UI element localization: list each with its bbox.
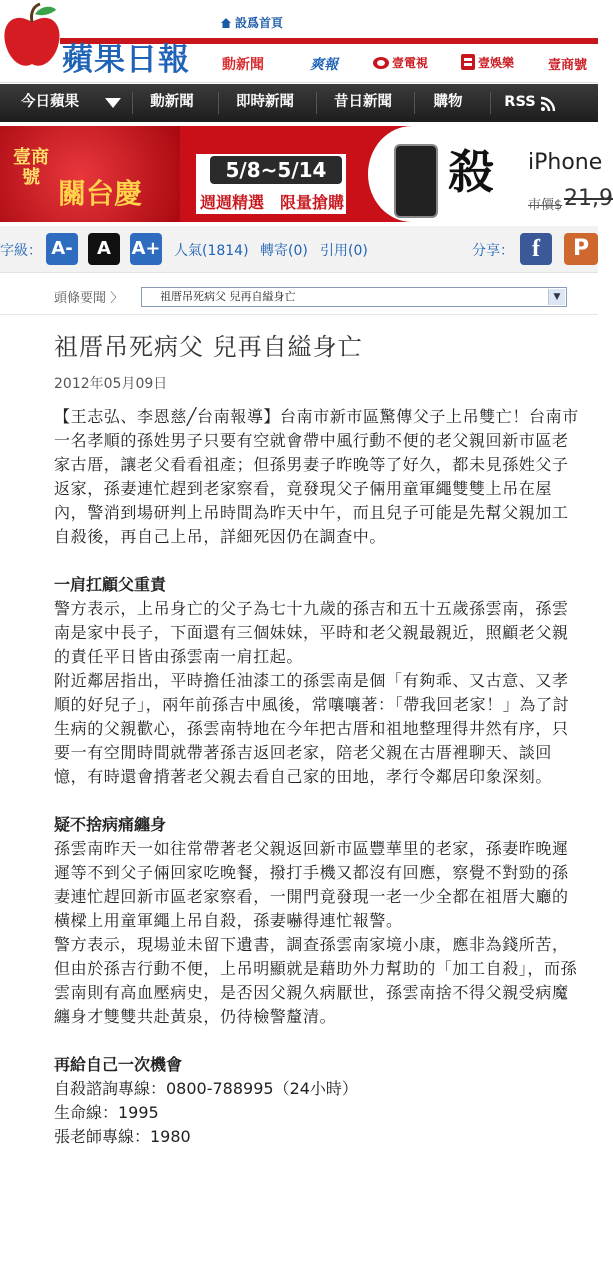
nav-divider — [490, 92, 491, 114]
apple-logo-icon[interactable] — [2, 2, 62, 70]
banner-price-label: 市價$ — [528, 198, 563, 213]
brand-link-next-tv[interactable]: 壹電視 — [392, 56, 429, 70]
brand-link-entertainment[interactable]: 壹娛樂 — [478, 56, 515, 70]
forward-link[interactable]: 轉寄(0) — [260, 243, 308, 259]
nav-item-realtime-news[interactable]: 即時新聞 — [236, 94, 294, 110]
banner-product-name: iPhone — [528, 150, 603, 175]
brand-link-shuang-bao[interactable]: 爽報 — [310, 57, 338, 73]
article-select-dropdown[interactable] — [141, 287, 567, 307]
nav-divider — [316, 92, 317, 114]
article-paragraph: 警方表示，上吊身亡的父子為七十九歲的孫吉和五十五歲孫雲南，孫雲南是家中長子，下面還有三個妹妹，平時和老父親最親近，照顧老父親的責任平日皆由孫雲南一肩扛起。 — [54, 599, 569, 666]
article-select-value: 祖厝吊死病父 兒再自縊身亡 — [160, 290, 296, 303]
main-nav — [0, 84, 598, 122]
hotline-item: 自殺諮詢專線：0800-788995（24小時） — [54, 1079, 358, 1098]
article-toolbar — [0, 226, 598, 273]
article-paragraph: 附近鄰居指出，平時擔任油漆工的孫雲南是個「有夠乖、又古意、又孝順的好兒子」，兩年前孫吉中風後，常嚷嚷著：「帶我回老家！」為了討生病的父親歡心，孫雲南特地在今年把古厝和祖地整理得井然有序，只要一有空閒時間就帶著孫吉返回老家，陪老父親在古厝裡聊天、談回憶，有時還會揹著老父親去看自己家的田地，孝行令鄰居印象深刻。 — [54, 671, 570, 786]
home-icon — [220, 17, 232, 29]
article-body — [54, 405, 584, 1149]
brand-link-shop[interactable]: 壹商號 — [548, 58, 588, 73]
article-date: 2012年05月09日 — [54, 376, 168, 392]
banner-slogan: 關台慶 — [58, 177, 143, 210]
phone-image — [394, 144, 438, 218]
font-size-label: 字級： — [0, 243, 42, 259]
nav-item-animated-news[interactable]: 動新聞 — [150, 94, 194, 110]
cite-link[interactable]: 引用(0) — [320, 243, 368, 259]
section-heading: 疑不捨病痛纏身 — [54, 815, 167, 834]
font-normal-button[interactable]: A — [88, 233, 120, 265]
site-header — [0, 0, 598, 83]
article-paragraph: 孫雲南昨天一如往常帶著老父親返回新市區豐華里的老家，孫妻昨晚遲遲等不到父子倆回家吃晚餐，撥打手機又都沒有回應，察覺不對勁的孫妻連忙趕回新市區老家察看，一開門竟發現一老一少全都在祖厝大廳的橫樑上用童軍繩上吊自殺，孫妻嚇得連忙報警。 — [54, 839, 569, 930]
entertainment-logo-icon — [460, 53, 476, 71]
banner-brand: 壹商號 — [13, 147, 49, 188]
breadcrumb-section[interactable]: 頭條要聞 〉 — [54, 291, 124, 306]
article-paragraph: 警方表示，現場並未留下遺書，調查孫雲南家境小康，應非為錢所苦，但由於孫吉行動不便，上吊明顯就是藉助外力幫助的「加工自殺」，而孫雲南則有高血壓病史，是否因父親久病厭世，孫雲南捨不得父親受病魔纏身才雙雙共赴黃泉，仍待檢警釐清。 — [54, 935, 578, 1026]
article-lead: 【王志弘、李恩慈╱台南報導】台南市新市區驚傳父子上吊雙亡！台南市一名孝順的孫姓男子只要有空就會帶中風行動不便的老父親回新市區老家古厝，讓老父看看祖產；但孫男妻子昨晚等了好久，都未見孫姓父子返家，孫妻連忙趕到老家察看，竟發現父子倆用童軍繩雙雙上吊在屋內，警消到場研判上吊時間為昨天中午，而且兒子可能是先幫父親加工自殺後，再自己上吊，詳細死因仍在調查中。 — [54, 407, 579, 546]
nav-item-shopping[interactable]: 購物 — [433, 94, 463, 110]
plurk-share-button[interactable]: P — [564, 233, 598, 265]
facebook-share-button[interactable]: f — [520, 233, 552, 265]
nav-item-archive-news[interactable]: 昔日新聞 — [334, 94, 392, 110]
banner-tagline: 週週精選 限量搶購 — [200, 193, 345, 212]
banner-kill-text: 殺 — [448, 145, 494, 199]
triangle-down-icon[interactable] — [104, 97, 122, 109]
nav-divider — [414, 92, 415, 114]
next-tv-logo-icon — [372, 56, 390, 70]
nav-divider — [218, 92, 219, 114]
site-logo-text[interactable]: 蘋果日報 — [62, 42, 190, 78]
promo-banner[interactable] — [0, 126, 613, 222]
section-heading: 一肩扛顧父重責 — [54, 575, 167, 594]
font-large-button[interactable]: A+ — [130, 233, 162, 265]
nav-divider — [132, 92, 133, 114]
set-homepage-link[interactable] — [220, 14, 283, 31]
banner-price: 21,9 — [564, 186, 613, 211]
hotline-item: 張老師專線：1980 — [54, 1127, 191, 1146]
article-title: 祖厝吊死病父 兒再自縊身亡 — [54, 333, 363, 361]
nav-item-rss[interactable]: RSS — [504, 94, 536, 110]
section-heading: 再給自己一次機會 — [54, 1055, 183, 1074]
banner-dates: 5/8~5/14 — [210, 156, 342, 184]
chevron-down-icon[interactable]: ▼ — [548, 289, 565, 305]
popularity-link[interactable]: 人氣(1814) — [174, 243, 249, 259]
share-label: 分享： — [472, 243, 514, 259]
hotline-item: 生命線：1995 — [54, 1103, 159, 1122]
home-link-label: 設爲首頁 — [235, 16, 284, 30]
font-small-button[interactable]: A- — [46, 233, 78, 265]
nav-item-today[interactable]: 今日蘋果 — [21, 94, 79, 110]
divider — [0, 314, 598, 315]
rss-icon[interactable] — [540, 96, 556, 112]
brand-link-animated-news[interactable]: 動新聞 — [222, 57, 264, 73]
